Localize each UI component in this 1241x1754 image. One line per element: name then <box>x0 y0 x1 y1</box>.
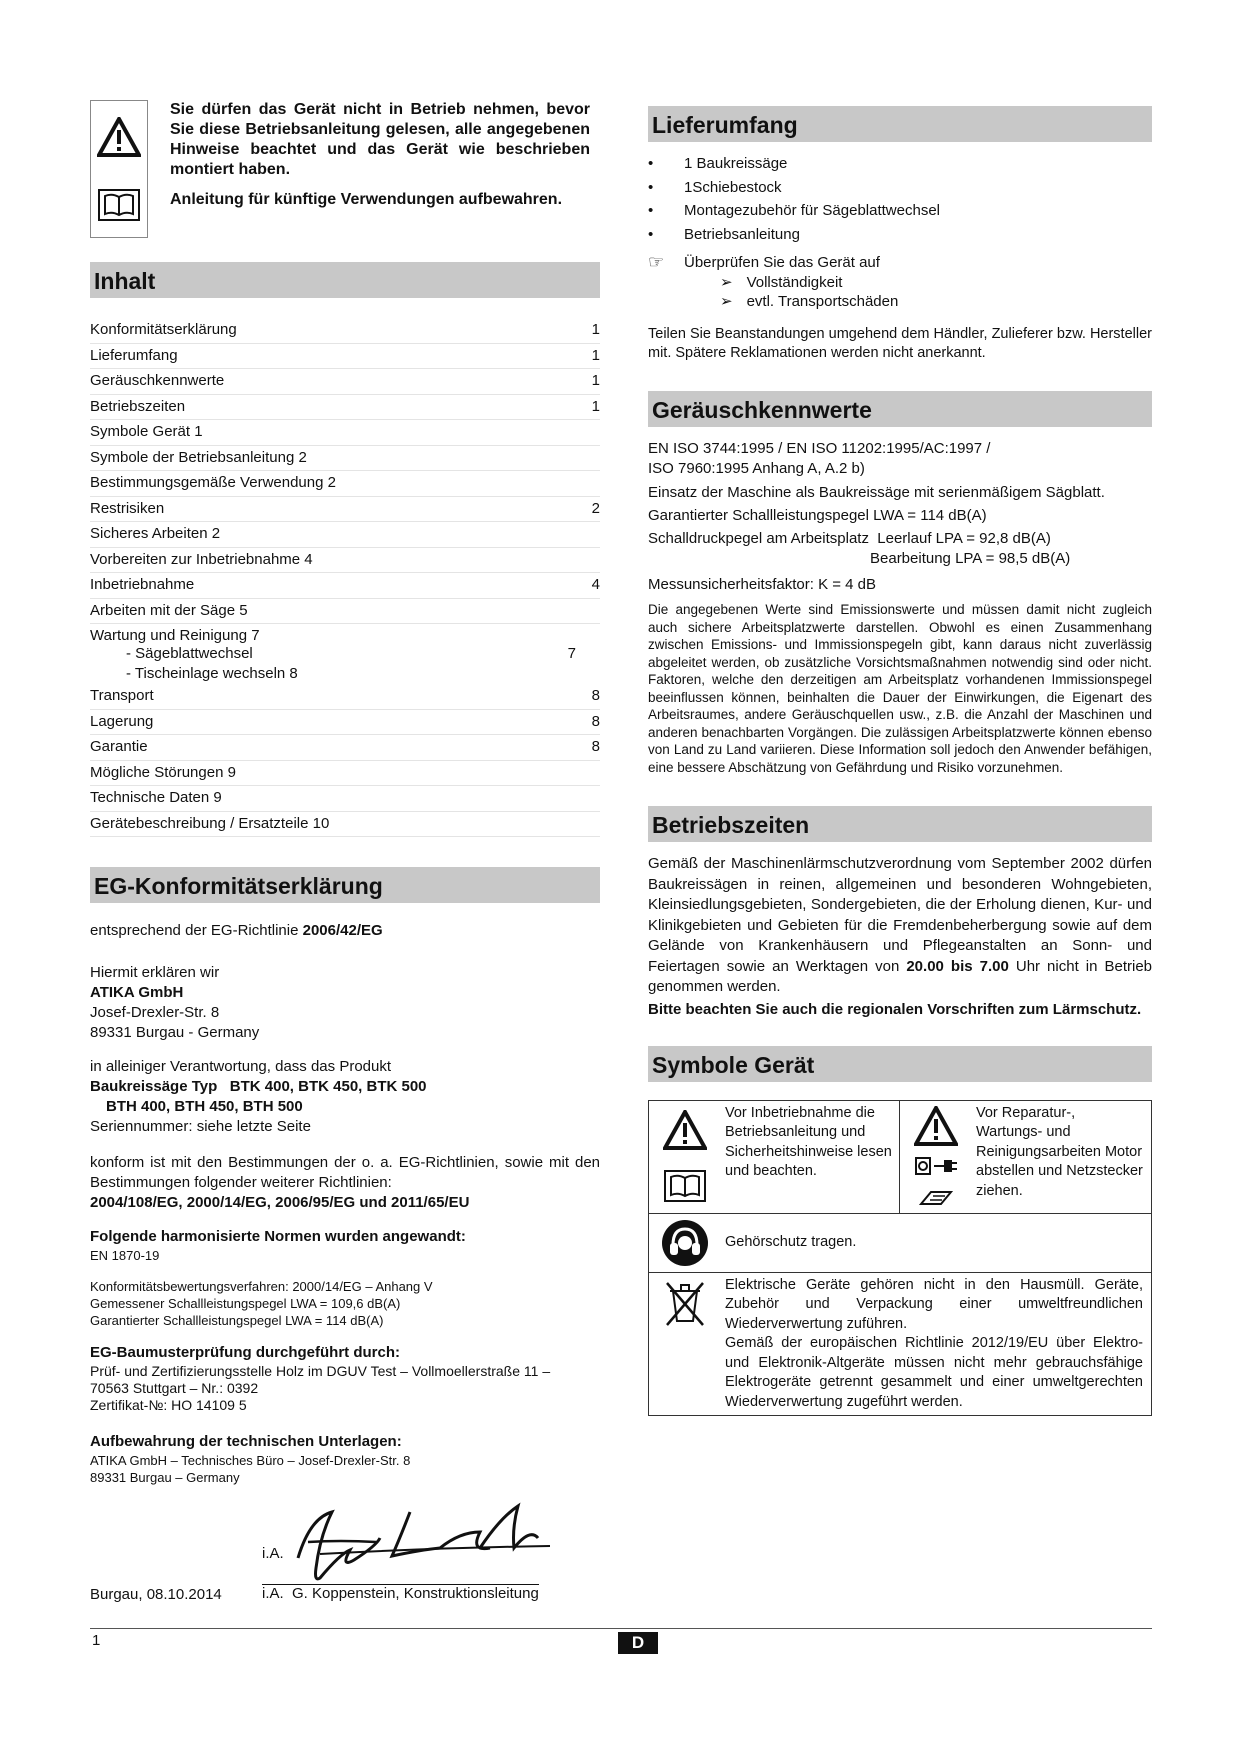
section-title-betriebszeiten: Betriebszeiten <box>648 806 1152 842</box>
toc-row <box>90 812 600 838</box>
toc-label: Garantie <box>90 738 148 755</box>
warning-icons <box>90 100 148 238</box>
toc-row <box>90 548 600 574</box>
toc-row <box>90 624 600 644</box>
check-block <box>648 252 1152 311</box>
check-item-text: Vollständigkeit <box>746 274 843 291</box>
lpa-line-1: Schalldruckpegel am Arbeitsplatz Leerlauf LPA = 92,8 dB(A) <box>648 530 1051 547</box>
symbol-icons-unplug <box>900 1101 972 1213</box>
check-text: Überprüfen Sie das Gerät auf <box>684 254 880 271</box>
toc-row <box>90 573 600 599</box>
manual-book-icon <box>919 1188 953 1208</box>
section-title-inhalt: Inhalt <box>90 262 600 298</box>
toc-label: Bestimmungsgemäße Verwendung 2 <box>90 474 336 491</box>
symbol-icon-weee <box>649 1273 721 1416</box>
right-column <box>648 106 1152 1416</box>
eg-responsibility: in alleiniger Verantwortung, dass das Produkt <box>90 1058 392 1075</box>
toc-label: Geräuschkennwerte <box>90 372 225 389</box>
signatory: i.A. G. Koppenstein, Konstruktionsleitung <box>262 1585 539 1602</box>
eg-directive: 2006/42/EG <box>302 922 383 939</box>
toc-label: - Tischeinlage wechseln 8 <box>126 665 298 682</box>
arrow-bullet-icon: ➢ <box>720 274 733 291</box>
toc-label: Lieferumfang <box>90 346 178 364</box>
check-items <box>648 273 1152 311</box>
eg-norms: EN 1870-19 <box>90 1248 160 1263</box>
page-number: 1 <box>92 1632 101 1649</box>
eg-exam-2: 70563 Stuttgart – Nr.: 0392 <box>90 1380 259 1396</box>
toc-label: Symbole der Betriebsanleitung 2 <box>90 448 307 466</box>
toc-label: Mögliche Störungen 9 <box>90 763 236 781</box>
toc-row <box>90 599 600 625</box>
toc-label: Arbeiten mit der Säge 5 <box>90 601 248 619</box>
check-item <box>648 273 1152 292</box>
list-item: • Betriebsanleitung <box>648 223 1152 247</box>
toc-label: Konformitätserklärung <box>90 321 237 338</box>
footer-divider <box>90 1628 1152 1629</box>
eg-directives-list: 2004/108/EG, 2000/14/EG, 2006/95/EG und 2011/65/EU <box>90 1194 470 1211</box>
lieferumfang-list <box>648 152 1152 246</box>
unplug-motor-icon <box>914 1156 958 1178</box>
symbol-icon-hearing <box>649 1214 721 1272</box>
symbol-icons-read-manual <box>649 1101 721 1213</box>
toc-label: Wartung und Reinigung 7 <box>90 627 260 644</box>
section-title-lieferumfang: Lieferumfang <box>648 106 1152 142</box>
toc-label: Lagerung <box>90 712 154 730</box>
toc-label: Gerätebeschreibung / Ersatzteile 10 <box>90 814 330 832</box>
warning-triangle-icon <box>914 1106 958 1146</box>
warning-box <box>90 100 600 238</box>
check-item <box>648 292 1152 311</box>
eg-docs-2: 89331 Burgau – Germany <box>90 1470 240 1485</box>
lpa-line-2: Bearbeitung LPA = 98,5 dB(A) <box>870 550 1071 567</box>
toc-row <box>90 684 600 710</box>
eg-procedure-3: Garantierter Schallleistungspegel LWA = 114 dB(A) <box>90 1313 384 1328</box>
manual-book-icon <box>97 188 141 222</box>
toc-page: 1 <box>591 372 600 389</box>
handwritten-signature <box>280 1498 580 1586</box>
place-date: Burgau, 08.10.2014 <box>90 1586 222 1603</box>
toc-label: Inbetriebnahme <box>90 576 195 593</box>
eg-product-line-2: BTH 400, BTH 450, BTH 500 <box>106 1098 303 1115</box>
weee-text-1: Elektrische Geräte gehören nicht in den Hausmüll. Geräte, Zubehör und Verpackung einer umweltfreundlichen Wiederverwertung zuführen. <box>725 1276 1143 1332</box>
eg-procedure-1: Konformitätsbewertungsverfahren: 2000/14/EG – Anhang V <box>90 1279 433 1294</box>
warning-triangle-icon <box>663 1110 707 1150</box>
section-title-geraeusch: Geräuschkennwerte <box>648 391 1152 427</box>
eg-directive-line <box>90 921 600 941</box>
signature-area <box>90 1486 600 1586</box>
betrieb-text-b: Uhr nicht in Betrieb genommen werden. <box>648 957 1152 995</box>
toc-page: 1 <box>591 346 600 364</box>
toc-label: Sicheres Arbeiten 2 <box>90 525 221 542</box>
signature-line <box>90 1586 600 1603</box>
liefer-note: Teilen Sie Beanstandungen umgehend dem Händler, Zulieferer bzw. Hersteller mit. Spätere Reklamationen werden nicht anerkannt. <box>648 326 1152 361</box>
symbol-cell-read-manual <box>649 1101 900 1213</box>
toc-label: Technische Daten 9 <box>90 789 222 806</box>
toc-page: 4 <box>591 576 600 593</box>
eg-exam-title: EG-Baumusterprüfung durchgeführt durch: <box>90 1344 400 1361</box>
iso-line-2: ISO 7960:1995 Anhang A, A.2 b) <box>648 460 865 477</box>
weee-text-2: Gemäß der europäischen Richtlinie 2012/19/EU über Elektro- und Elektronik-Altgeräte müssen nicht mehr gebrauchsfähige Elektrogeräte getrennt gesammelt und einer umweltgerechten Wiederverwertung zugeführt werden. <box>725 1335 1143 1410</box>
toc-row <box>90 318 600 344</box>
eg-conform-text: konform ist mit den Bestimmungen der o. a. EG-Richtlinien, sowie mit den Bestimmungen folgender weiterer Richtlinien: <box>90 1154 600 1191</box>
eg-norms-title: Folgende harmonisierte Normen wurden angewandt: <box>90 1228 466 1245</box>
section-title-symbole: Symbole Gerät <box>648 1046 1152 1082</box>
geraeusch-explanation: Die angegebenen Werte sind Emissionswerte und müssen damit nicht zugleich auch sichere Arbeitsplatzwerte darstellen. Obwohl es einen Zusammenhang zwischen Emissions- und Immissionspegeln gibt, kann daraus nicht zuverlässig abgeleitet werden, ob zusätzliche Vorsichtsmaßnahmen notwendig sind oder nicht. Faktoren, welche den derzeitigen am Arbeitsplatz vorhandenen Immissionspegel beeinflussen können, beinhalten die Dauer der Einwirkungen, die Eigenart des Arbeitsraumes, andere Geräuschquellen usw., z.B. die Anzahl der Maschinen und anderen benachbarten Vorgängen. Die zulässigen Arbeitsplatzwerte können ebenso von Land zu Land variieren. Diese Information soll jedoch den Anwender befähigen, eine bessere Abschätzung von Gefährdung und Risiko vorzunehmen. <box>648 602 1152 775</box>
arrow-bullet-icon: ➢ <box>720 293 733 310</box>
toc-row <box>90 395 600 421</box>
eg-declare: Hiermit erklären wir <box>90 964 220 981</box>
toc-page: 8 <box>591 712 600 730</box>
check-line <box>648 252 1152 273</box>
symbols-row-2 <box>649 1214 1151 1273</box>
eg-procedure-2: Gemessener Schallleistungspegel LWA = 109,6 dB(A) <box>90 1296 401 1311</box>
eg-company: ATIKA GmbH <box>90 984 184 1001</box>
iso-line-1: EN ISO 3744:1995 / EN ISO 11202:1995/AC:1997 / <box>648 440 991 457</box>
toc-row <box>90 664 600 684</box>
eg-exam-1: Prüf- und Zertifizierungsstelle Holz im DGUV Test – Vollmoellerstraße 11 – <box>90 1363 551 1379</box>
list-item: • Montagezubehör für Sägeblattwechsel <box>648 199 1152 223</box>
toc-row <box>90 344 600 370</box>
toc-page: 1 <box>591 397 600 415</box>
eg-serial: Seriennummer: siehe letzte Seite <box>90 1118 311 1135</box>
symbol-cell-unplug <box>900 1101 1150 1213</box>
warning-text: Sie dürfen das Gerät nicht in Betrieb nehmen, bevor Sie diese Betriebsanleitung gelesen, alle angegebenen Hinweise beachtet und das Gerät wie beschrieben montiert haben. <box>170 101 590 178</box>
symbol-text-hearing: Gehörschutz tragen. <box>725 1233 857 1250</box>
toc-row <box>90 369 600 395</box>
hearing-protection-icon <box>661 1219 709 1267</box>
symbols-row-1 <box>649 1101 1151 1214</box>
toc-row <box>90 420 600 446</box>
toc-row <box>90 735 600 761</box>
symbols-row-3 <box>649 1273 1151 1416</box>
eg-product-line-1: Baukreissäge Typ BTK 400, BTK 450, BTK 500 <box>90 1078 427 1095</box>
eg-street: Josef-Drexler-Str. 8 <box>90 1004 220 1021</box>
manual-book-icon <box>663 1169 707 1203</box>
betrieb-note: Bitte beachten Sie auch die regionalen Vorschriften zum Lärmschutz. <box>648 1000 1142 1018</box>
toc-page: 8 <box>591 738 600 755</box>
keep-instructions-text: Anleitung für künftige Verwendungen aufbewahren. <box>170 191 563 208</box>
toc-row <box>90 497 600 523</box>
pointing-hand-icon: ☞ <box>648 252 665 272</box>
k-factor-line: Messunsicherheitsfaktor: K = 4 dB <box>648 576 877 593</box>
toc-row <box>90 471 600 497</box>
toc-row <box>90 446 600 472</box>
table-of-contents <box>90 318 600 837</box>
betrieb-text-a: Gemäß der Maschinenlärmschutzverordnung vom September 2002 dürfen Baukreissägen in reinen, allgemeinen und besonderen Wohngebieten, Kleinsiedlungsgebieten, Sondergebieten, die der Erholung dienen, Kur- und Klinikgebieten und Gebieten für die Fremdenbeherbergung sowie auf dem Gelände von Krankenhäusern und Pflegeanstalten an Sonn- und Feiertagen sowie an Werktagen von <box>648 855 1152 975</box>
toc-page: 8 <box>591 687 600 704</box>
toc-row <box>90 761 600 787</box>
toc-page: 7 <box>567 645 576 662</box>
eg-directive-prefix: entsprechend der EG-Richtlinie <box>90 922 303 939</box>
betrieb-bis: bis <box>943 957 980 975</box>
betrieb-to: 7.00 <box>979 957 1009 975</box>
left-column <box>90 100 600 1603</box>
toc-page: 2 <box>591 499 600 517</box>
eg-docs-1: ATIKA GmbH – Technisches Büro – Josef-Drexler-Str. 8 <box>90 1453 411 1468</box>
lwa-line: Garantierter Schallleistungspegel LWA = 114 dB(A) <box>648 507 987 524</box>
toc-label: Vorbereiten zur Inbetriebnahme 4 <box>90 550 313 568</box>
symbols-table <box>648 1100 1152 1417</box>
toc-label: Betriebszeiten <box>90 397 186 415</box>
signature-ia: i.A. <box>262 1545 284 1562</box>
language-badge: D <box>618 1632 658 1654</box>
section-title-eg-konformitaet: EG-Konformitätserklärung <box>90 867 600 903</box>
toc-row <box>90 710 600 736</box>
toc-label: Symbole Gerät 1 <box>90 423 203 440</box>
toc-label: Restrisiken <box>90 499 165 517</box>
list-item: • 1 Baukreissäge <box>648 152 1152 176</box>
eg-exam-3: Zertifikat-№: HO 14109 5 <box>90 1397 247 1413</box>
check-item-text: evtl. Transportschäden <box>746 293 899 310</box>
toc-label: Transport <box>90 687 154 704</box>
betrieb-text <box>648 854 1152 998</box>
toc-row <box>90 522 600 548</box>
symbol-text-read-manual: Vor Inbetriebnahme die Betriebsanleitung und Sicherheitshinweise lesen und beachten. <box>725 1104 892 1179</box>
eg-city: 89331 Burgau - Germany <box>90 1024 260 1041</box>
eg-docs-title: Aufbewahrung der technischen Unterlagen: <box>90 1433 402 1450</box>
list-item: • 1Schiebestock <box>648 176 1152 200</box>
crossed-bin-icon <box>663 1279 707 1329</box>
toc-label: - Sägeblattwechsel <box>126 645 253 662</box>
usage-line: Einsatz der Maschine als Baukreissäge mit serienmäßigem Sägblatt. <box>648 484 1105 501</box>
toc-row <box>90 644 600 664</box>
betrieb-from: 20.00 <box>906 957 944 975</box>
toc-row <box>90 786 600 812</box>
warning-triangle-icon <box>97 117 141 157</box>
symbol-text-weee <box>721 1273 1147 1416</box>
warning-text-block <box>170 100 590 238</box>
toc-page: 1 <box>591 321 600 338</box>
symbol-text-unplug: Vor Reparatur-, Wartungs- und Reinigungsarbeiten Motor abstellen und Netzstecker ziehen. <box>976 1104 1143 1199</box>
